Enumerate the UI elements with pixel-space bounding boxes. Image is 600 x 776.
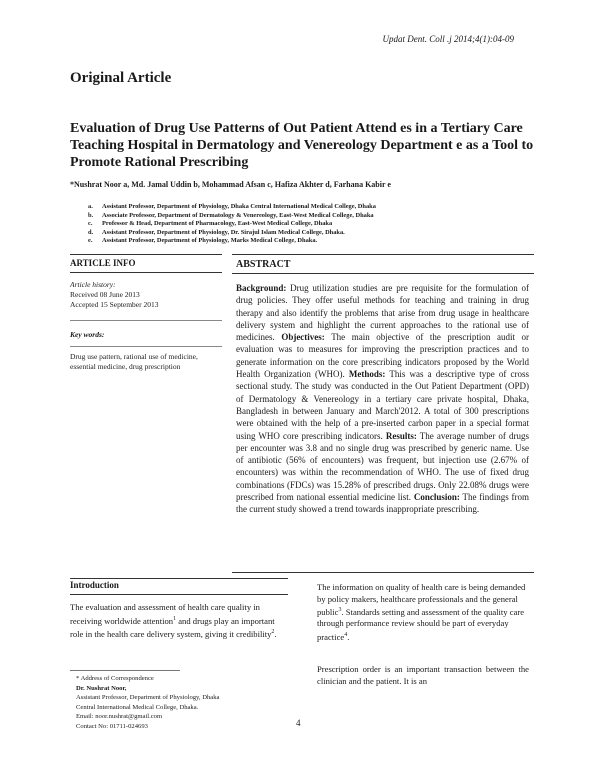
affiliation-a: a. Assistant Professor, Department of Physiology, Dhaka Central International Medical College, Dhaka bbox=[88, 203, 376, 210]
correspondence-email: Email: noor.nushrat@gmail.com bbox=[76, 713, 163, 721]
affiliation-list bbox=[88, 203, 548, 246]
keywords: Drug use pattern, rational use of medicine, essential medicine, drug prescription bbox=[70, 352, 198, 371]
intro-left-paragraph: The evaluation and assessment of health care quality in receiving worldwide attention$^1$ and drugs play an important role in the health care delivery system, giving it credibility$^2$. bbox=[70, 602, 277, 639]
correspondence-line: Central International Medical College, Dhaka. bbox=[76, 703, 199, 711]
divider bbox=[232, 273, 534, 274]
divider bbox=[70, 272, 222, 273]
divider bbox=[70, 320, 222, 321]
divider bbox=[70, 594, 288, 595]
affiliation-b: b. Associate Professor, Department of Dermatology & Venereology, East-West Medical College, Dhaka bbox=[88, 211, 374, 219]
correspondence-name: Dr. Nushrat Noor, bbox=[76, 684, 127, 692]
article-type: Original Article bbox=[70, 70, 172, 86]
divider bbox=[70, 254, 222, 255]
article-title: Evaluation of Drug Use Patterns of Out Patient Attend es in a Tertiary Care Teaching Hospital in Dermatology and Venereology Department e as a Tool to Promote Rational Prescribing bbox=[70, 121, 534, 170]
intro-right-paragraph-2: Prescription order is an important transaction between the clinician and the patient. It is an bbox=[317, 664, 529, 686]
article-info-heading: ARTICLE INFO bbox=[70, 258, 136, 268]
affiliation-c: c. Professor & Head, Department of Pharmacology, East-West Medical College, Dhaka bbox=[88, 220, 333, 228]
correspondence-line: Assistant Professor, Department of Physiology, Dhaka bbox=[76, 694, 220, 702]
page-number: 4 bbox=[296, 718, 301, 728]
received-date: Received 08 June 2013 bbox=[70, 290, 140, 299]
keywords-label: Key words: bbox=[70, 330, 105, 339]
divider bbox=[70, 578, 288, 579]
divider bbox=[232, 254, 534, 255]
author-list: *Nushrat Noor a, Md. Jamal Uddin b, Mohammad Afsan c, Hafiza Akhter d, Farhana Kabir e bbox=[70, 180, 391, 189]
history-label: Article history: bbox=[70, 280, 116, 289]
journal-reference: Updat Dent. Coll .j 2014;4(1):04-09 bbox=[382, 34, 514, 44]
divider bbox=[70, 346, 222, 347]
divider bbox=[232, 572, 534, 573]
correspondence-contact: Contact No: 01711-024693 bbox=[76, 722, 148, 730]
intro-right-paragraph: The information on quality of health care is being demanded by policy makers, healthcare professionals and the general public$^3$. Standards setting and assessment of the quality care through performance review should be part of everyday practice$^4$. bbox=[317, 582, 526, 642]
correspondence-block bbox=[76, 674, 286, 732]
introduction-heading: Introduction bbox=[70, 580, 119, 590]
affiliation-d: d. Assistant Professor, Department of Physiology, Dr. Sirajul Islam Medical College, Dhaka. bbox=[88, 228, 345, 236]
correspondence-label: * Address of Correspondence bbox=[76, 675, 154, 682]
accepted-date: Accepted 15 September 2013 bbox=[70, 300, 159, 309]
affiliation-e: e. Assistant Professor, Department of Physiology, Marks Medical College, Dhaka. bbox=[88, 237, 318, 245]
abstract-body: Background: Drug utilization studies are pre requisite for the formulation of drug policies. They offer useful methods for teaching and training in drug therapy and also identify the problems that arise from drug usage in healthcare delivery system and highlight the current approaches to the rational use of medicines. Objectives: The main objective of the prescription audit or evaluation was to measures for improving the prescription practices and to generate information on the core prescribing indicators proposed by the World Health Organization (WHO). Methods: This was a descriptive type of cross sectional study. The study was conducted in the Out Patient Department (OPD) of Dermatology & Venereology in a tertiary care private hospital, Dhaka, Bangladesh in between January and March'2012. A total of 300 prescriptions were obtained with the help of a pre-inserted carbon paper in a special format using WHO core prescribing indicators. Results: The average number of drugs per encounter was 3.8 and no single drug was prescribed by generic name. Use of antibiotic (56% of encounters) was frequent, but injection use (2.67% of encounters) was within the recommendation of WHO. The use of fixed drug combinations (FDCs) was 15.28% of prescribed drugs. Only 22.08% drugs were prescribed from national essential medicine list. Conclusion: The findings from the current study showed a trend towards inappropriate prescribing. bbox=[236, 283, 530, 515]
footnote-divider bbox=[70, 670, 180, 671]
abstract-heading: ABSTRACT bbox=[236, 259, 291, 270]
